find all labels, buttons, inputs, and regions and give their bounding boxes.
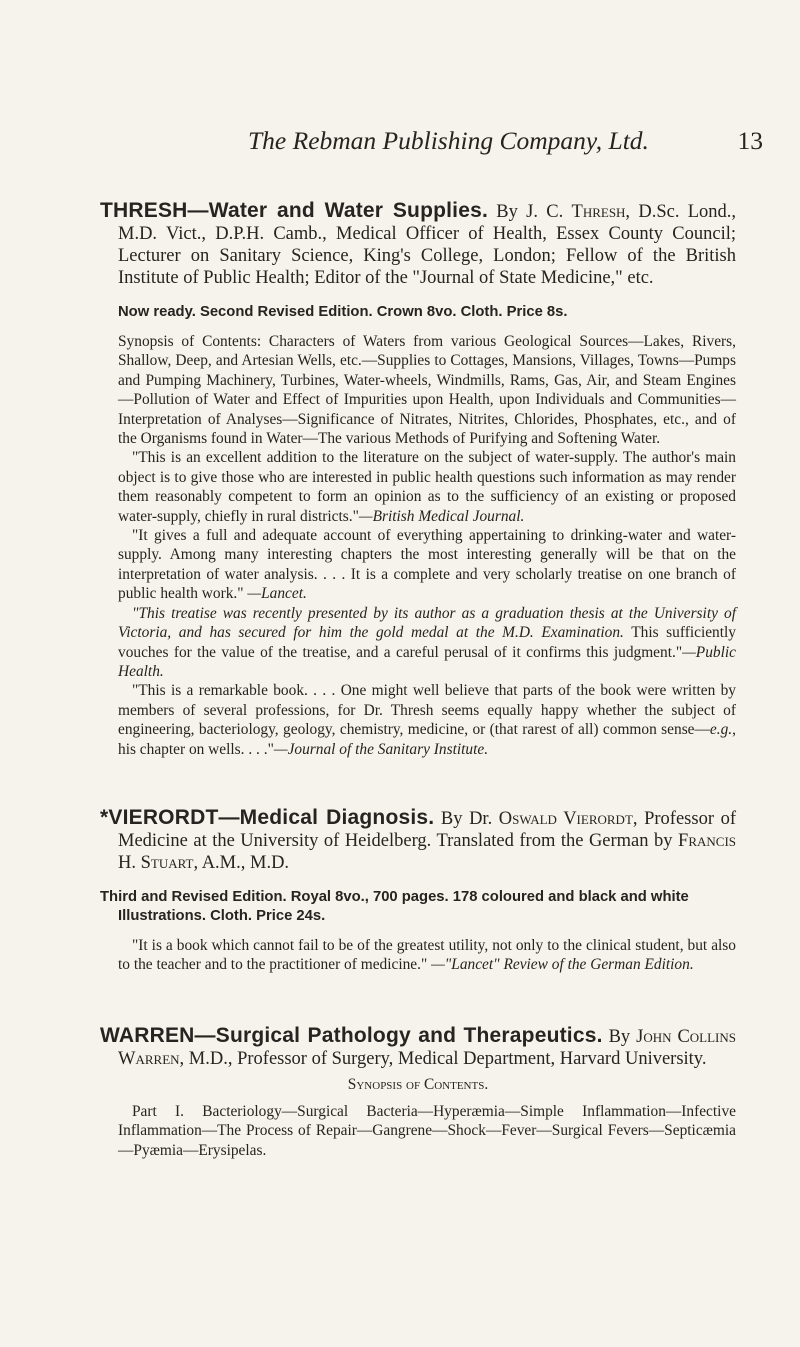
review-text-tail: , his chapter on wells. . . ." bbox=[118, 721, 736, 758]
part-text: Bacteriology—Surgical Bacteria—Hyperæmia—Simple Inflammation—Infective Inflammation—The Process of Repair—Gangrene—Shock—Fever—Surgical Fevers—Septicæmia—Pyæmia—Erysipelas. bbox=[118, 1102, 736, 1159]
running-header bbox=[248, 126, 763, 156]
review-source: —Lancet. bbox=[247, 585, 307, 603]
synopsis-heading: Synopsis of Contents. bbox=[347, 1075, 489, 1093]
review-italic-text: "This treatise was recently presented by its author as a graduation thesis at the University of Victoria, and has secured for him the gold medal at the M.D. Examination. bbox=[118, 604, 736, 642]
review-abbrev: e.g. bbox=[709, 721, 733, 739]
review-source: —Public Health. bbox=[118, 643, 736, 680]
entry-heading: THRESH—Water and Water Supplies. bbox=[100, 199, 489, 222]
entry-vierordt-lead bbox=[100, 807, 736, 874]
author-name: John Collins Warren, bbox=[118, 1026, 737, 1069]
review bbox=[118, 448, 736, 526]
entry-heading: *VIERORDT—Medical Diagnosis. bbox=[100, 805, 435, 829]
by-line: By J. C. bbox=[496, 202, 564, 222]
author-name: Oswald Vierordt, bbox=[498, 808, 638, 829]
review-source: —Journal of the Sanitary Institute. bbox=[273, 740, 489, 758]
author-credentials: Professor of Medicine at the University of Heidelberg. Translated from the German by bbox=[118, 808, 736, 851]
edition-line: Now ready. Second Revised Edition. Crown 8vo. Cloth. Price 8s. bbox=[118, 304, 568, 320]
spacer bbox=[100, 759, 736, 807]
publisher-title: The Rebman Publishing Company, Ltd. bbox=[248, 126, 649, 155]
synopsis-text: Synopsis of Contents: Characters of Waters from various Geological Sources—Lakes, Rivers, Shallow, Deep, and Artesian Wells, etc.—Supplies to Cottages, Mansions, Villages, Towns—Pumps and Pumping Machinery, Turbines, Water-wheels, Windmills, Rams, Gas, Air, and Steam Engines—Pollution of Water and Effect of Impurities upon Health, upon Individuals and Communities—Interpretation of Analyses—Significance of Nitrates, Nitrites, Chlorides, Phosphates, etc., and of the Organisms found in Water—The various Methods of Purifying and Softening Water. bbox=[118, 333, 736, 448]
translator-degrees: A.M., M.D. bbox=[201, 852, 290, 873]
review bbox=[118, 681, 736, 759]
page-number: 13 bbox=[737, 126, 763, 155]
by-line: By bbox=[608, 1026, 631, 1047]
part-label: Part I. bbox=[132, 1102, 185, 1120]
spacer bbox=[100, 975, 736, 1025]
review-source: —British Medical Journal. bbox=[358, 507, 525, 525]
synopsis-part bbox=[118, 1102, 736, 1160]
entry-warren-lead bbox=[100, 1025, 736, 1070]
review bbox=[118, 604, 736, 682]
review-text: This sufficiently vouches for the value of the treatise, and a careful perusal of it confirms this judgment." bbox=[118, 624, 736, 661]
author-credentials: M.D., Professor of Surgery, Medical Department, Harvard University. bbox=[188, 1048, 707, 1069]
author-credentials: D.Sc. Lond., M.D. Vict., D.P.H. Camb., Medical Officer of Health, Essex County Council; Lecturer on Sanitary Science, King's College, London; Fellow of the British Institute of Public Health; Editor of the "Journal of State Medicine," etc. bbox=[118, 202, 737, 288]
review-text: "This is an excellent addition to the literature on the subject of water-supply. The author's main object is to give those who are interested in public health questions such information as may render them reasonably competent to form an opinion as to the sufficiency of an existing or proposed water-supply, chiefly in rural districts." bbox=[118, 449, 736, 525]
edition-line: Third and Revised Edition. Royal 8vo., 700 pages. 178 coloured and black and white Illustrations. Cloth. Price 24s. bbox=[100, 888, 689, 924]
catalogue-content bbox=[100, 200, 736, 1160]
review bbox=[118, 936, 736, 975]
by-line: By Dr. bbox=[440, 808, 493, 829]
translator-name: Francis H. Stuart, bbox=[118, 830, 736, 873]
review-text: "It gives a full and adequate account of everything appertaining to drinking-water and water-supply. Among many interesting chapters the most interesting generally will be that on the interpretation of water analysis. . . . It is a complete and very scholarly treatise on one branch of public health work." bbox=[118, 527, 736, 603]
review-text: "This is a remarkable book. . . . One might well believe that parts of the book were written by members of several professions, for Dr. Thresh seems equally happy whether the subject of engineering, bacteriology, geology, chemistry, medicine, or (that rarest of all) common sense— bbox=[118, 682, 736, 739]
entry-thresh-lead bbox=[100, 200, 736, 289]
entry-thresh bbox=[100, 200, 736, 759]
entry-heading: WARREN—Surgical Pathology and Therapeutics. bbox=[100, 1023, 603, 1047]
entry-vierordt bbox=[100, 807, 736, 975]
review-source: —"Lancet" Review of the German Edition. bbox=[431, 956, 694, 974]
entry-warren bbox=[100, 1025, 736, 1160]
author-name: Thresh, bbox=[571, 202, 631, 222]
review-text: "It is a book which cannot fail to be of the greatest utility, not only to the clinical student, but also to the teacher and to the practitioner of medicine." bbox=[118, 936, 736, 974]
review bbox=[118, 526, 736, 604]
